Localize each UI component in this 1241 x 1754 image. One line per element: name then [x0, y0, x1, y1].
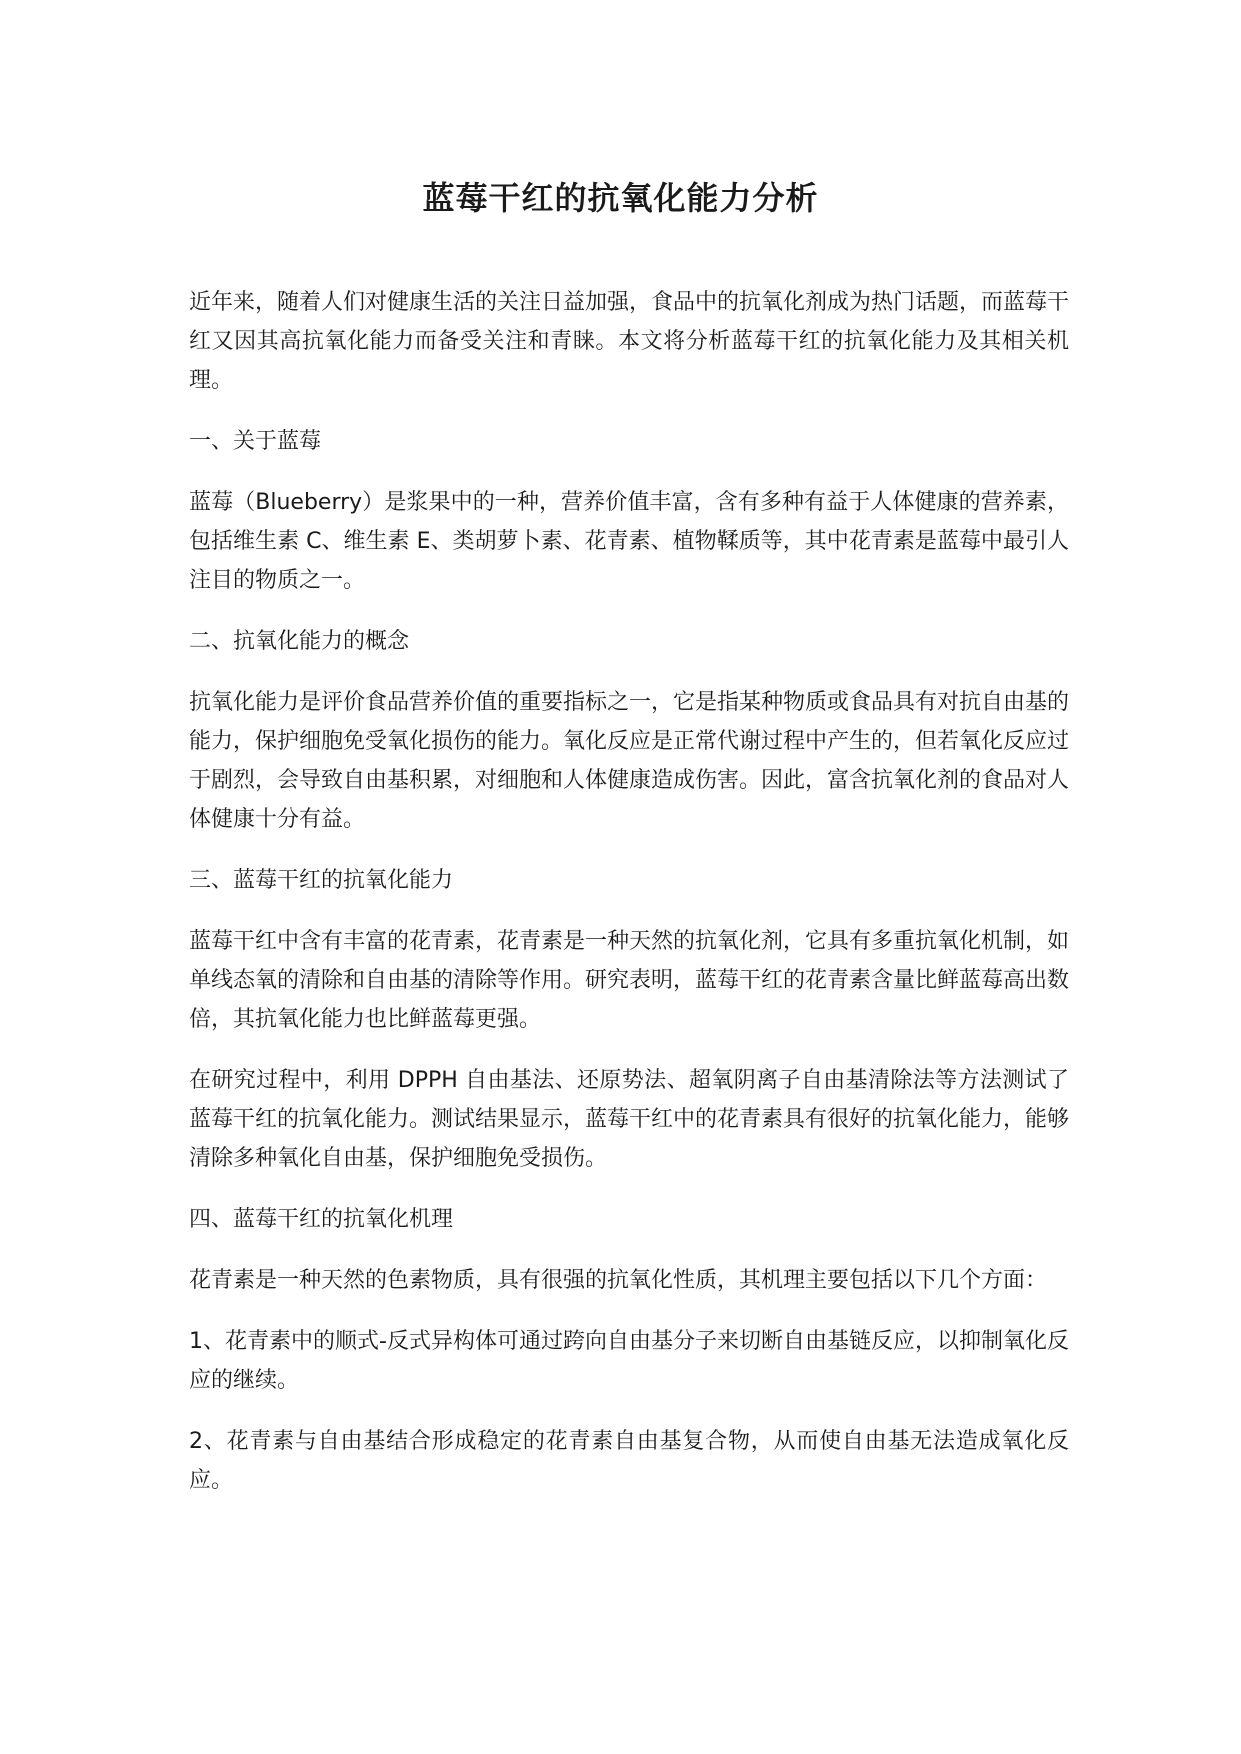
- section-heading-wine-antioxidant: 三、蓝莓干红的抗氧化能力: [189, 868, 454, 893]
- intro-paragraph: 近年来，随着人们对健康生活的关注日益加强，食品中的抗氧化剂成为热门话题，而蓝莓干红又因其高抗氧化能力而备受关注和青睐。本文将分析蓝莓干红的抗氧化能力及其相关机理。: [189, 290, 1070, 393]
- document-body: [189, 283, 1069, 1522]
- document-title: 蓝莓干红的抗氧化能力分析: [422, 179, 819, 217]
- paragraph-antioxidant-concept: 抗氧化能力是评价食品营养价值的重要指标之一，它是指某种物质或食品具有对抗自由基的能力，保护细胞免受氧化损伤的能力。氧化反应是正常代谢过程中产生的，但若氧化反应过于剧烈，会导致自由基积累，对细胞和人体健康造成伤害。因此，富含抗氧化剂的食品对人体健康十分有益。: [189, 690, 1070, 832]
- paragraph-mechanism-intro: 花青素是一种天然的色素物质，具有很强的抗氧化性质，其机理主要包括以下几个方面：: [189, 1268, 1048, 1293]
- section-heading-about-blueberry: 一、关于蓝莓: [189, 429, 322, 454]
- list-item-mechanism-1: 1、花青素中的顺式-反式异构体可通过跨向自由基分子来切断自由基链反应，以抑制氧化反应的继续。: [189, 1329, 1069, 1393]
- paragraph-blueberry: 蓝莓（Blueberry）是浆果中的一种，营养价值丰富，含有多种有益于人体健康的营养素，包括维生素 C、维生素 E、类胡萝卜素、花青素、植物鞣质等，其中花青素是蓝莓中最引人注目的物质之一。: [189, 490, 1069, 593]
- list-item-mechanism-2: 2、花青素与自由基结合形成稳定的花青素自由基复合物，从而使自由基无法造成氧化反应。: [189, 1429, 1069, 1493]
- section-heading-mechanism: 四、蓝莓干红的抗氧化机理: [189, 1207, 454, 1232]
- paragraph-wine-antioxidant: 蓝莓干红中含有丰富的花青素，花青素是一种天然的抗氧化剂，它具有多重抗氧化机制，如单线态氧的清除和自由基的清除等作用。研究表明，蓝莓干红的花青素含量比鲜蓝莓高出数倍，其抗氧化能力也比鲜蓝莓更强。: [189, 929, 1070, 1032]
- section-heading-antioxidant-concept: 二、抗氧化能力的概念: [189, 629, 410, 654]
- paragraph-research: 在研究过程中，利用 DPPH 自由基法、还原势法、超氧阴离子自由基清除法等方法测试了蓝莓干红的抗氧化能力。测试结果显示，蓝莓干红中的花青素具有很好的抗氧化能力，能够清除多种氧化自由基，保护细胞免受损伤。: [189, 1068, 1070, 1171]
